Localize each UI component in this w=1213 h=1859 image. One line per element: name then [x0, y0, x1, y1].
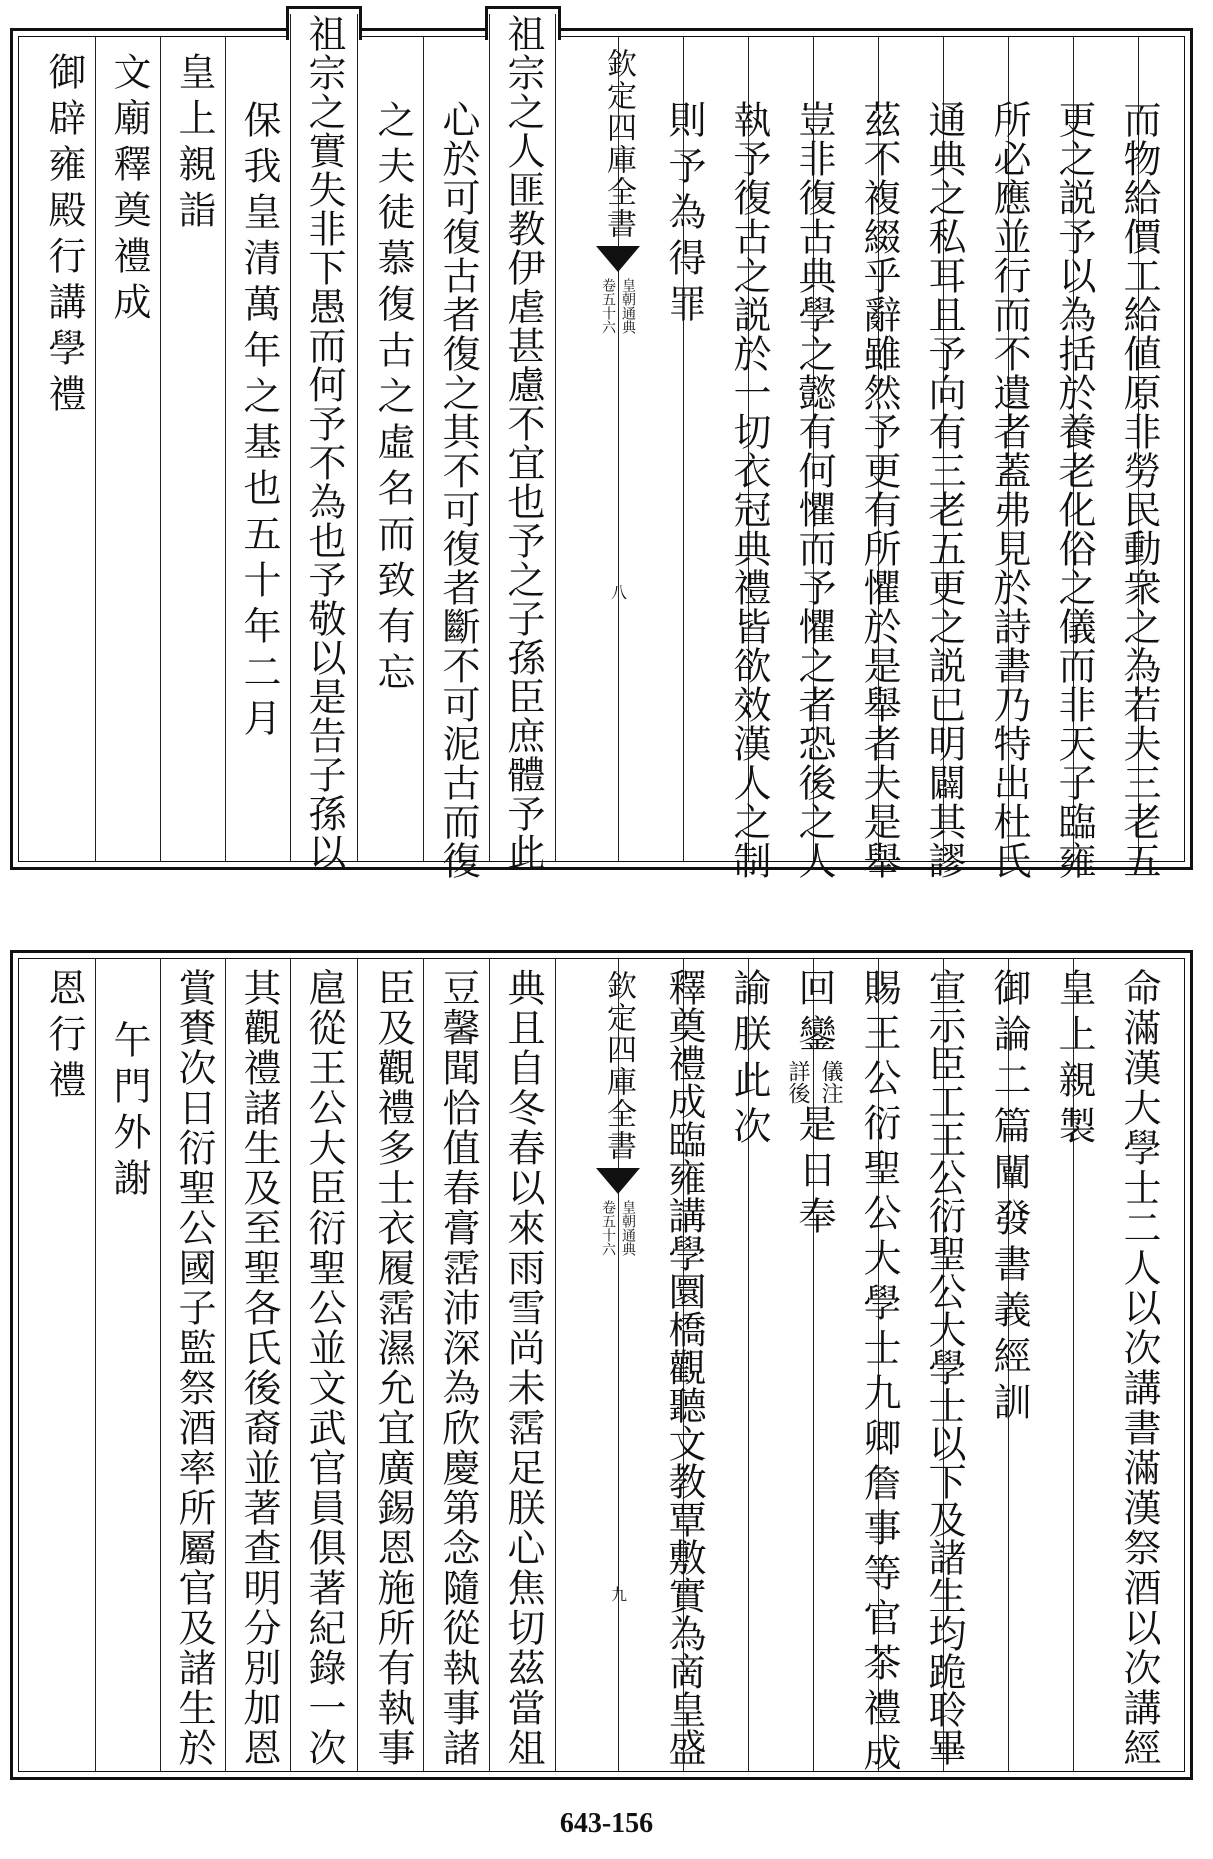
bottom-col-16: 恩行禮 [42, 968, 86, 1106]
bottom-col-8: 釋奠禮成臨雍講學圜橋觀聽文教覃敷實為啇皇盛 [662, 968, 706, 1766]
top-col-11: 之夫徒慕復古之虛名而致有忘 [371, 100, 415, 698]
top-col-14: 皇上親詣 [172, 52, 216, 236]
bottom-col-13: 其觀禮諸生及至聖各氏後裔並著查明分別加恩 [237, 968, 281, 1768]
top-col-5: 茲不複綴乎辭雖然予更有所懼於是舉者夫是舉 [857, 100, 901, 880]
top-col-15: 文廟釋奠禮成 [107, 52, 151, 328]
bottom-header-title: 欽定四庫全書 [601, 970, 636, 1162]
top-col-8: 則予為得罪 [662, 100, 706, 330]
top-col-10: 心於可復古者復之其不可復者斷不可泥古而復 [436, 100, 480, 880]
top-header-sub-right: 皇朝通典 [620, 278, 636, 334]
page-number: 643-156 [559, 1808, 654, 1839]
bottom-page [0, 920, 1213, 1790]
bottom-col-14: 賞賚次日衍聖公國子監祭酒率所屬官及諸生於 [172, 968, 216, 1768]
bottom-col-10: 豆馨聞恰值春膏霑沛深為欣慶第念隨從執事諸 [436, 968, 480, 1768]
top-col-6: 豈非復古典學之懿有何懼而予懼之者恐後之人 [792, 100, 836, 880]
bottom-folio: 九 [608, 1586, 628, 1602]
top-raised-1: 祖 [302, 14, 346, 53]
huiluan-note-a: 儀注 [818, 1060, 843, 1104]
bottom-col-2: 皇上親製 [1052, 968, 1096, 1152]
bottom-col-1: 命滿漢大學士二人以次講書滿漢祭酒以次講經 [1117, 968, 1161, 1768]
bottom-center-header [595, 970, 641, 1602]
top-center-header [595, 48, 641, 600]
top-raised-2: 祖 [501, 14, 545, 53]
bottom-col-11: 臣及觀禮多士衣履霑濕允宜廣錫恩施所有執事 [371, 968, 415, 1768]
top-header-sub-left: 卷五十六 [600, 278, 616, 334]
bottom-col-15: 午門外謝 [107, 1020, 151, 1204]
huiluan-note-b: 詳後 [785, 1060, 810, 1104]
bottom-header-sub-left: 卷五十六 [600, 1200, 616, 1256]
top-col-2: 更之説予以為括於養老化俗之儀而非天子臨雍 [1052, 100, 1096, 880]
top-fish-tail-icon [596, 246, 640, 272]
bottom-col-5: 賜王公衍聖公大學士九卿詹事等官茶禮成 [857, 968, 901, 1778]
top-page [0, 0, 1213, 900]
top-col-16: 御辟雍殿行講學禮 [42, 52, 86, 420]
bottom-fish-tail-icon [596, 1168, 640, 1194]
top-header-title: 欽定四庫全書 [601, 48, 636, 240]
top-col-3: 所必應並行而不遺者蓋弗見於詩書乃特出杜氏 [987, 100, 1031, 880]
top-col-1: 而物給價工給値原非勞民動衆之為若夫三老五 [1117, 100, 1161, 880]
bottom-col-6: 回鑾 儀注 詳後 是日奉 [785, 968, 843, 1242]
bottom-header-sub-right: 皇朝通典 [620, 1200, 636, 1256]
top-col-12: 祖 宗之實失非下愚而何予不為也予敬以是告子孫以 [295, 14, 353, 872]
bottom-col-3: 御論二篇闡發書義經訓 [987, 968, 1031, 1428]
top-col-7: 執予復古之説於一切衣冠典禮皆欲效漢人之制 [727, 100, 771, 880]
top-col-4: 通典之私耳且予向有三老五更之説已明闢其謬 [922, 100, 966, 880]
top-folio: 八 [608, 584, 628, 600]
bottom-col-4: 宣示臣工王公衍聖公大學士以下及諸生均跪聆畢 [922, 968, 966, 1766]
bottom-col-12: 扈從王公大臣衍聖公並文武官員俱著紀錄一次 [302, 968, 346, 1768]
top-col-9: 祖 宗之人匪教伊虐甚慮不宜也予之子孫臣庶體予此 [494, 14, 552, 872]
bottom-col-9: 典且自冬春以來雨雪尚未霑足朕心焦切茲當俎 [501, 968, 545, 1768]
top-col-13: 保我皇清萬年之基也五十年二月 [237, 100, 281, 744]
bottom-col-7: 諭朕此次 [727, 968, 771, 1152]
